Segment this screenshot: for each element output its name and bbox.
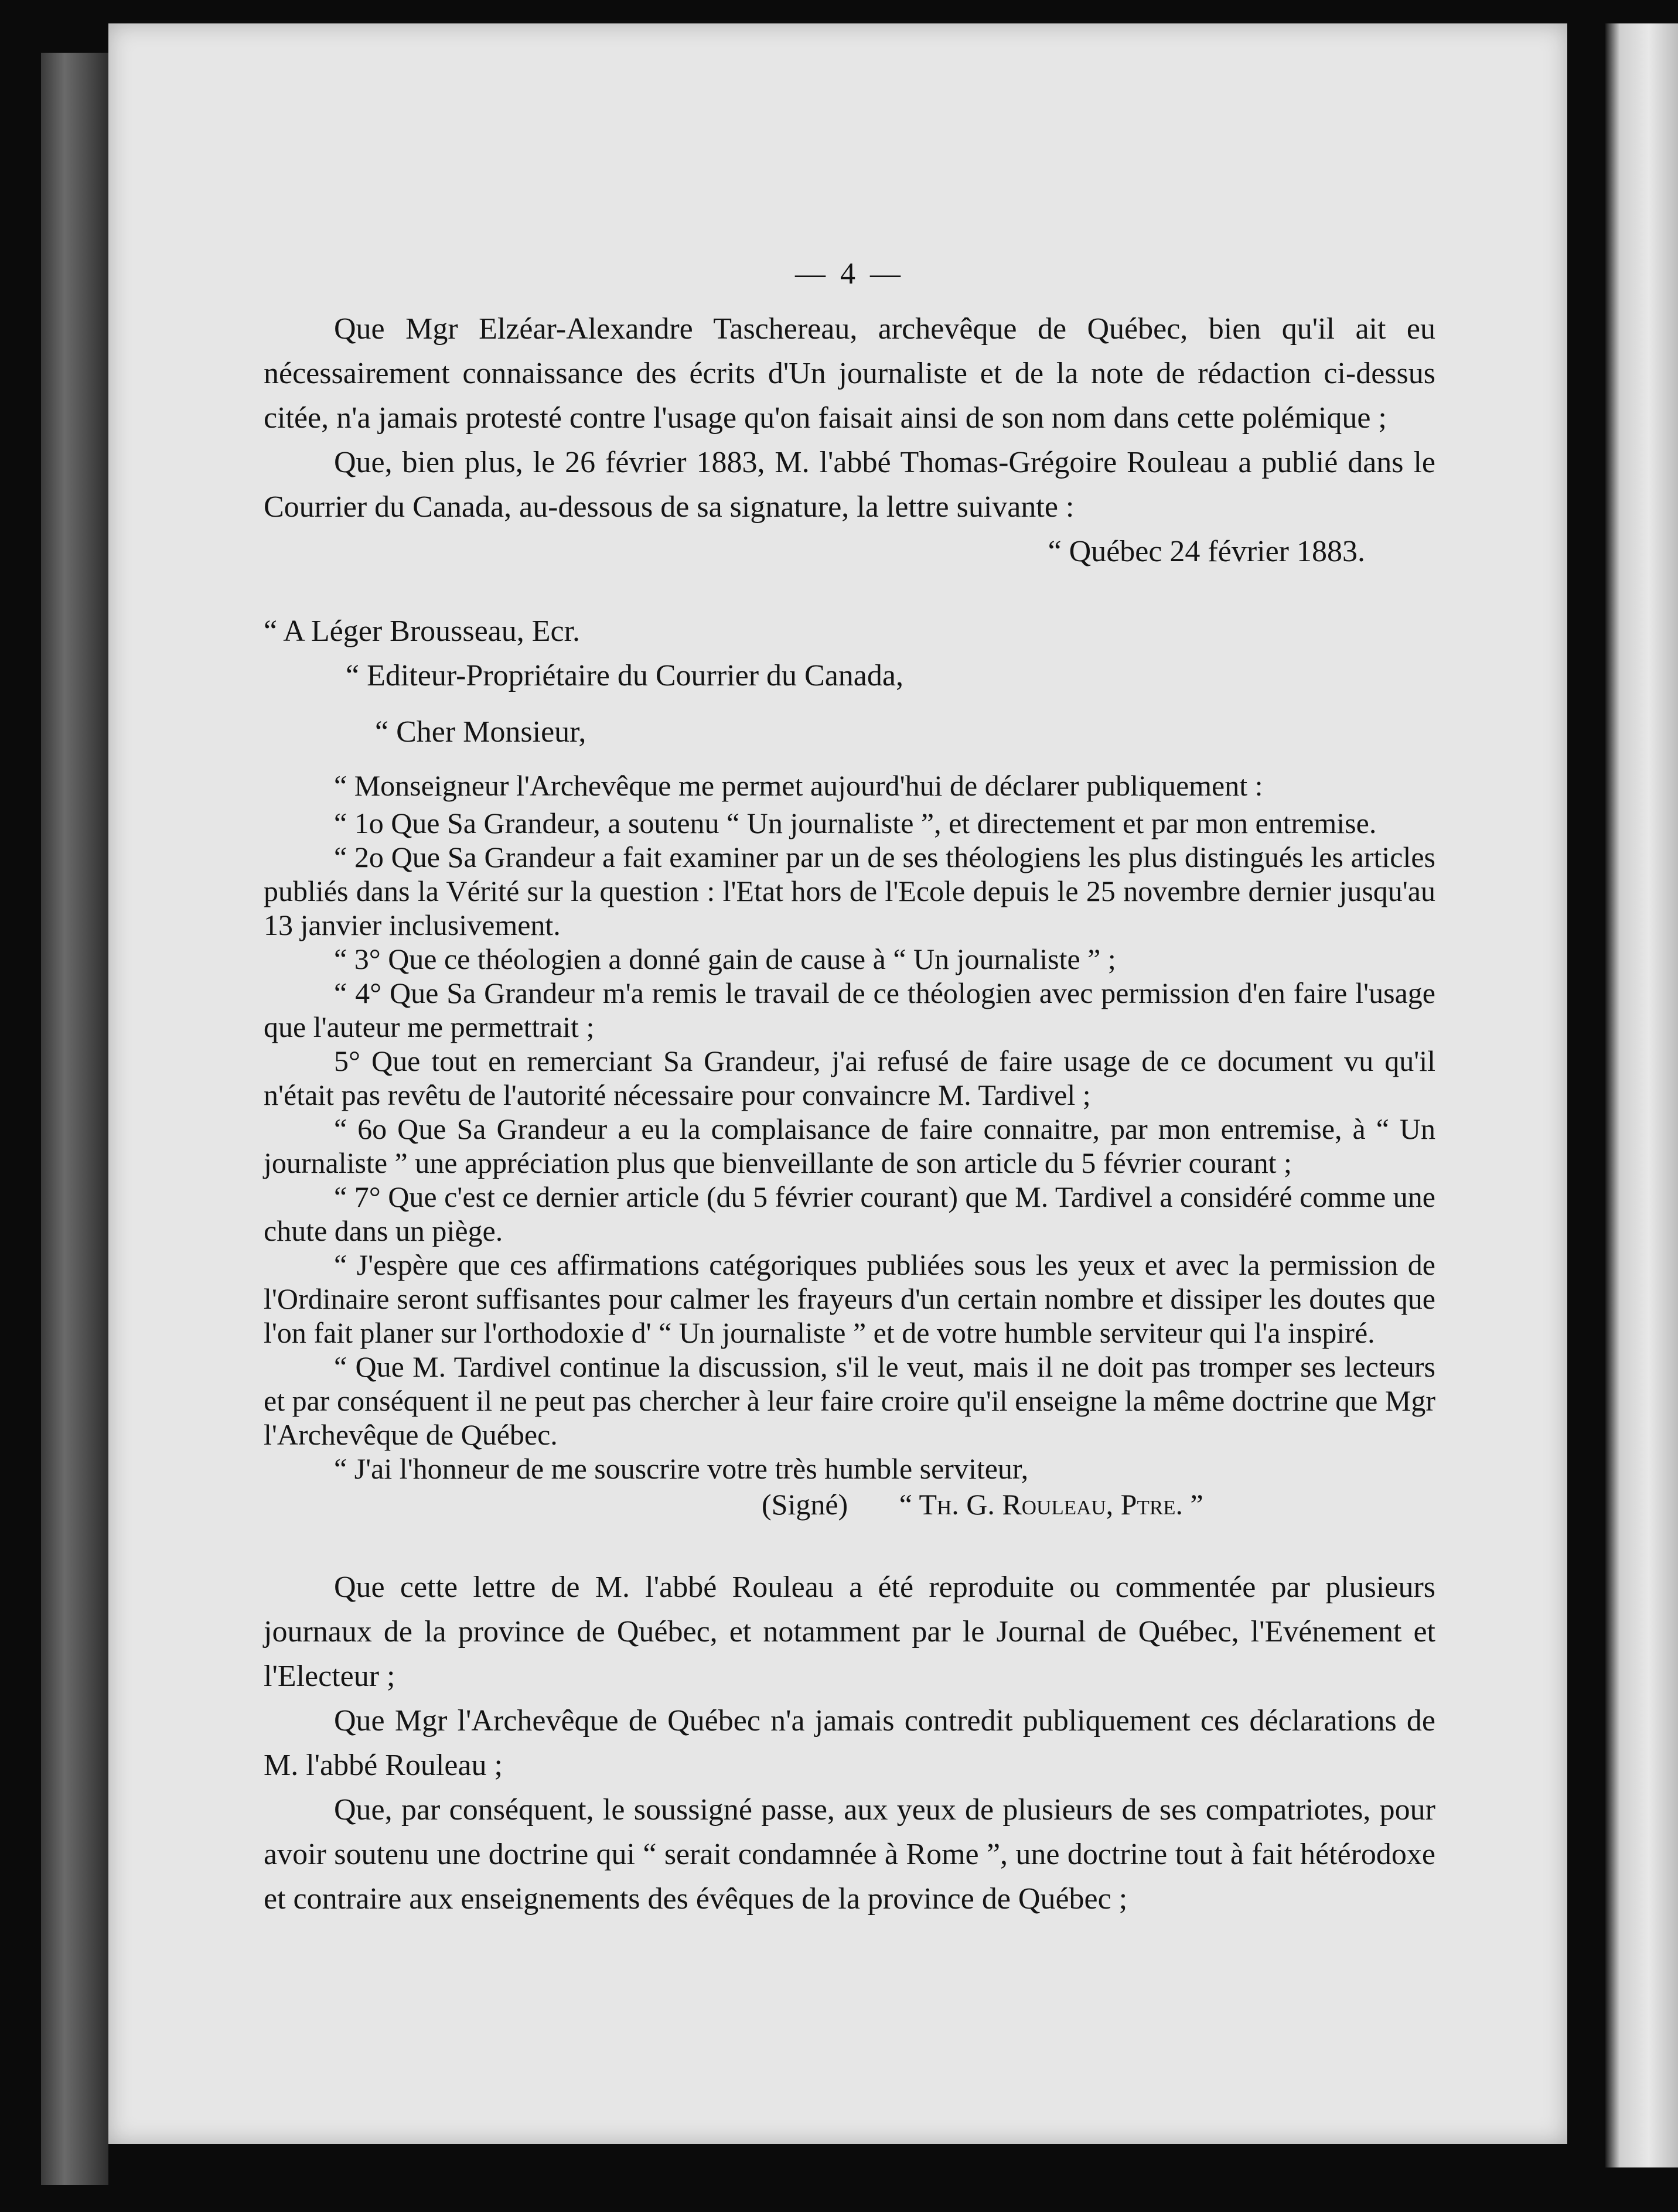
letter-date: “ Québec 24 février 1883. — [1048, 535, 1365, 568]
paragraph-conclusion: Que, par conséquent, le soussigné passe, aux yeux de plusieurs de ses compatriotes, pour avoir soutenu une doctrine qui “ serait condamnée à Rome ”, une doctrine tout à fait hétérodoxe et contraire aux enseignements des évêques de la province de Québec ; — [264, 1793, 1435, 1916]
paragraph-taschereau: Que Mgr Elzéar-Alexandre Taschereau, archevêque de Québec, bien qu'il ait eu nécessairement connaissance des écrits d'Un journaliste et de la note de rédaction ci-dessus citée, n'a jamais protesté contre l'usage qu'on faisait ainsi de son nom dans cette polémique ; — [264, 312, 1435, 435]
letter-salutation: “ Cher Monsieur, — [375, 715, 586, 749]
paragraph-rouleau-publication: Que, bien plus, le 26 février 1883, M. l'abbé Thomas-Grégoire Rouleau a publié dans le Courrier du Canada, au-dessous de sa signature, la lettre suivante : — [264, 446, 1435, 524]
letter-paragraph: “ Monseigneur l'Archevêque me permet aujourd'hui de déclarer publiquement : — [334, 769, 1263, 802]
letter-paragraph: “ 3° Que ce théologien a donné gain de cause à “ Un journaliste ” ; — [334, 943, 1116, 975]
letter-addressee-title: “ Editeur-Propriétaire du Courrier du Canada, — [346, 659, 903, 692]
next-page-edge — [1605, 23, 1678, 2167]
letter-paragraph: “ 6o Que Sa Grandeur a eu la complaisance de faire connaitre, par mon entremise, à “ Un journaliste ” une appréciation plus que bienveillante de son article du 5 février courant ; — [264, 1112, 1435, 1179]
letter-paragraph: “ 2o Que Sa Grandeur a fait examiner par un de ses théologiens les plus distingués les articles publiés dans la Vérité sur la question : l'Etat hors de l'Ecole depuis le 25 novembre dernier jusqu'au 13 janvier inclusivement. — [264, 841, 1435, 941]
letter-addressee-name: “ A Léger Brousseau, Ecr. — [264, 615, 581, 648]
letter-paragraph: 5° Que tout en remerciant Sa Grandeur, j'ai refusé de faire usage de ce document vu qu'il n'était pas revêtu de l'autorité nécessaire pour convaincre M. Tardivel ; — [264, 1044, 1435, 1111]
letter-paragraph: “ J'espère que ces affirmations catégoriques publiées sous les yeux et avec la permission de l'Ordinaire seront suffisantes pour calmer les frayeurs d'un certain nombre et dissiper les doutes que l'on fait planer sur l'orthodoxie d' “ Un journaliste ” et de votre humble serviteur qui l'a inspiré. — [264, 1248, 1435, 1349]
paragraph-reproduction: Que cette lettre de M. l'abbé Rouleau a été reproduite ou commentée par plusieurs journaux de la province de Québec, et notamment par le Journal de Québec, l'Evénement et l'Electeur ; — [264, 1571, 1435, 1693]
signature: “ Th. G. Rouleau, Ptre. ” — [899, 1488, 1203, 1521]
letter-paragraph: “ 1o Que Sa Grandeur, a soutenu “ Un journaliste ”, et directement et par mon entremise. — [334, 807, 1377, 839]
page-text — [264, 252, 1435, 1921]
letter-closing: “ J'ai l'honneur de me souscrire votre très humble serviteur, — [334, 1452, 1029, 1485]
letter-paragraph: “ 7° Que c'est ce dernier article (du 5 février courant) que M. Tardivel a considéré comme une chute dans un piège. — [264, 1180, 1435, 1247]
letter-signature-line — [264, 1486, 1435, 1523]
page-number: — 4 — — [795, 257, 904, 291]
letter-paragraph: “ Que M. Tardivel continue la discussion, s'il le veut, mais il ne doit pas tromper ses lecteurs et par conséquent il ne peut pas chercher à leur faire croire qu'il enseigne la même doctrine que Mgr l'Archevêque de Québec. — [264, 1350, 1435, 1451]
book-binding — [41, 53, 108, 2185]
letter-paragraph: “ 4° Que Sa Grandeur m'a remis le travail de ce théologien avec permission d'en faire l'usage que l'auteur me permettrait ; — [264, 977, 1435, 1043]
signed-label: (Signé) — [762, 1488, 848, 1521]
paragraph-no-contradiction: Que Mgr l'Archevêque de Québec n'a jamais contredit publiquement ces déclarations de M. l'abbé Rouleau ; — [264, 1704, 1435, 1782]
